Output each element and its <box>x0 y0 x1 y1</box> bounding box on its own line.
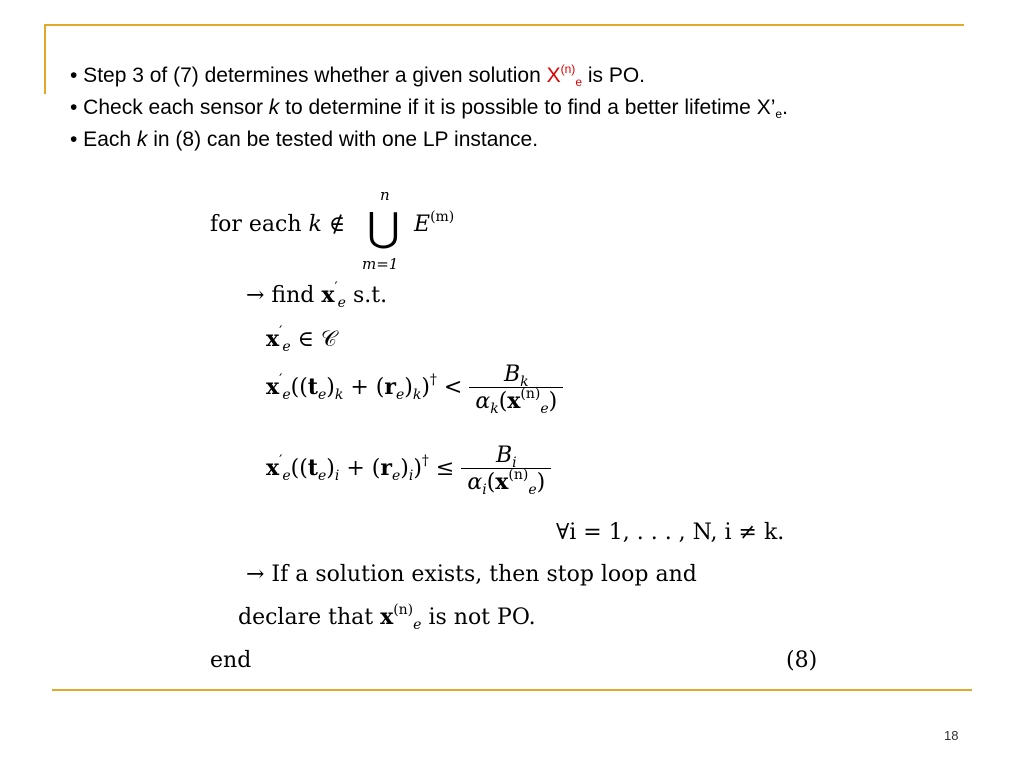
left-rule <box>44 24 46 94</box>
eq-constraint-i: $x'_e((t_e)_i + (r_e)_i)^\dagger$ ≤ $\frac{B_i}{\alpha_i(x^{(n)}_e)}$ <box>266 443 551 495</box>
equation-label: (8) <box>786 648 818 673</box>
bigcup-symbol: ⋃ <box>367 205 400 251</box>
bottom-rule <box>52 689 972 691</box>
bullet-each-k: • Each k in (8) can be tested with one LP instance. <box>70 128 539 151</box>
bullet-list <box>70 60 788 156</box>
eq-if-line: → If a solution exists, then stop loop and <box>246 562 697 587</box>
union-term: $E^{(m)}$ <box>414 209 455 237</box>
solution-symbol: $X^{(n)}_e$ <box>546 62 582 89</box>
page-number: 18 <box>944 728 959 743</box>
eq-constraint-c: $x'_e$ ∈ 𝒞 <box>266 324 337 355</box>
bigcup-upper-limit: n <box>380 186 390 204</box>
eq-forall: ∀i = 1, . . . , N, i ≠ k. <box>556 520 785 545</box>
bullet-check-sensor: • Check each sensor k to determine if it is possible to find a better lifetime $X’_e$. <box>70 96 788 121</box>
eq-for-each-line: for each k ∉ <box>210 212 346 237</box>
bigcup-lower-limit: m=1 <box>362 255 399 273</box>
eq-constraint-k: $x'_e((t_e)_k + (r_e)_k)^\dagger$ < $\frac{B_k}{\alpha_k(x^{(n)}_e)}$ <box>266 362 563 414</box>
fraction-k: $\frac{B_k}{\alpha_k(x^{(n)}_e)}$ <box>469 362 563 414</box>
eq-declare-line: declare that $x^{(n)}_e$ is not PO. <box>238 602 536 633</box>
top-rule <box>44 24 964 26</box>
fraction-i: $\frac{B_i}{\alpha_i(x^{(n)}_e)}$ <box>461 443 551 495</box>
bullet-step3: • Step 3 of (7) determines whether a given solution $X^{(n)}_e$ is PO. <box>70 62 646 89</box>
eq-find-line: → find $x'_e$ s.t. <box>246 280 388 311</box>
eq-end: end <box>210 648 252 673</box>
